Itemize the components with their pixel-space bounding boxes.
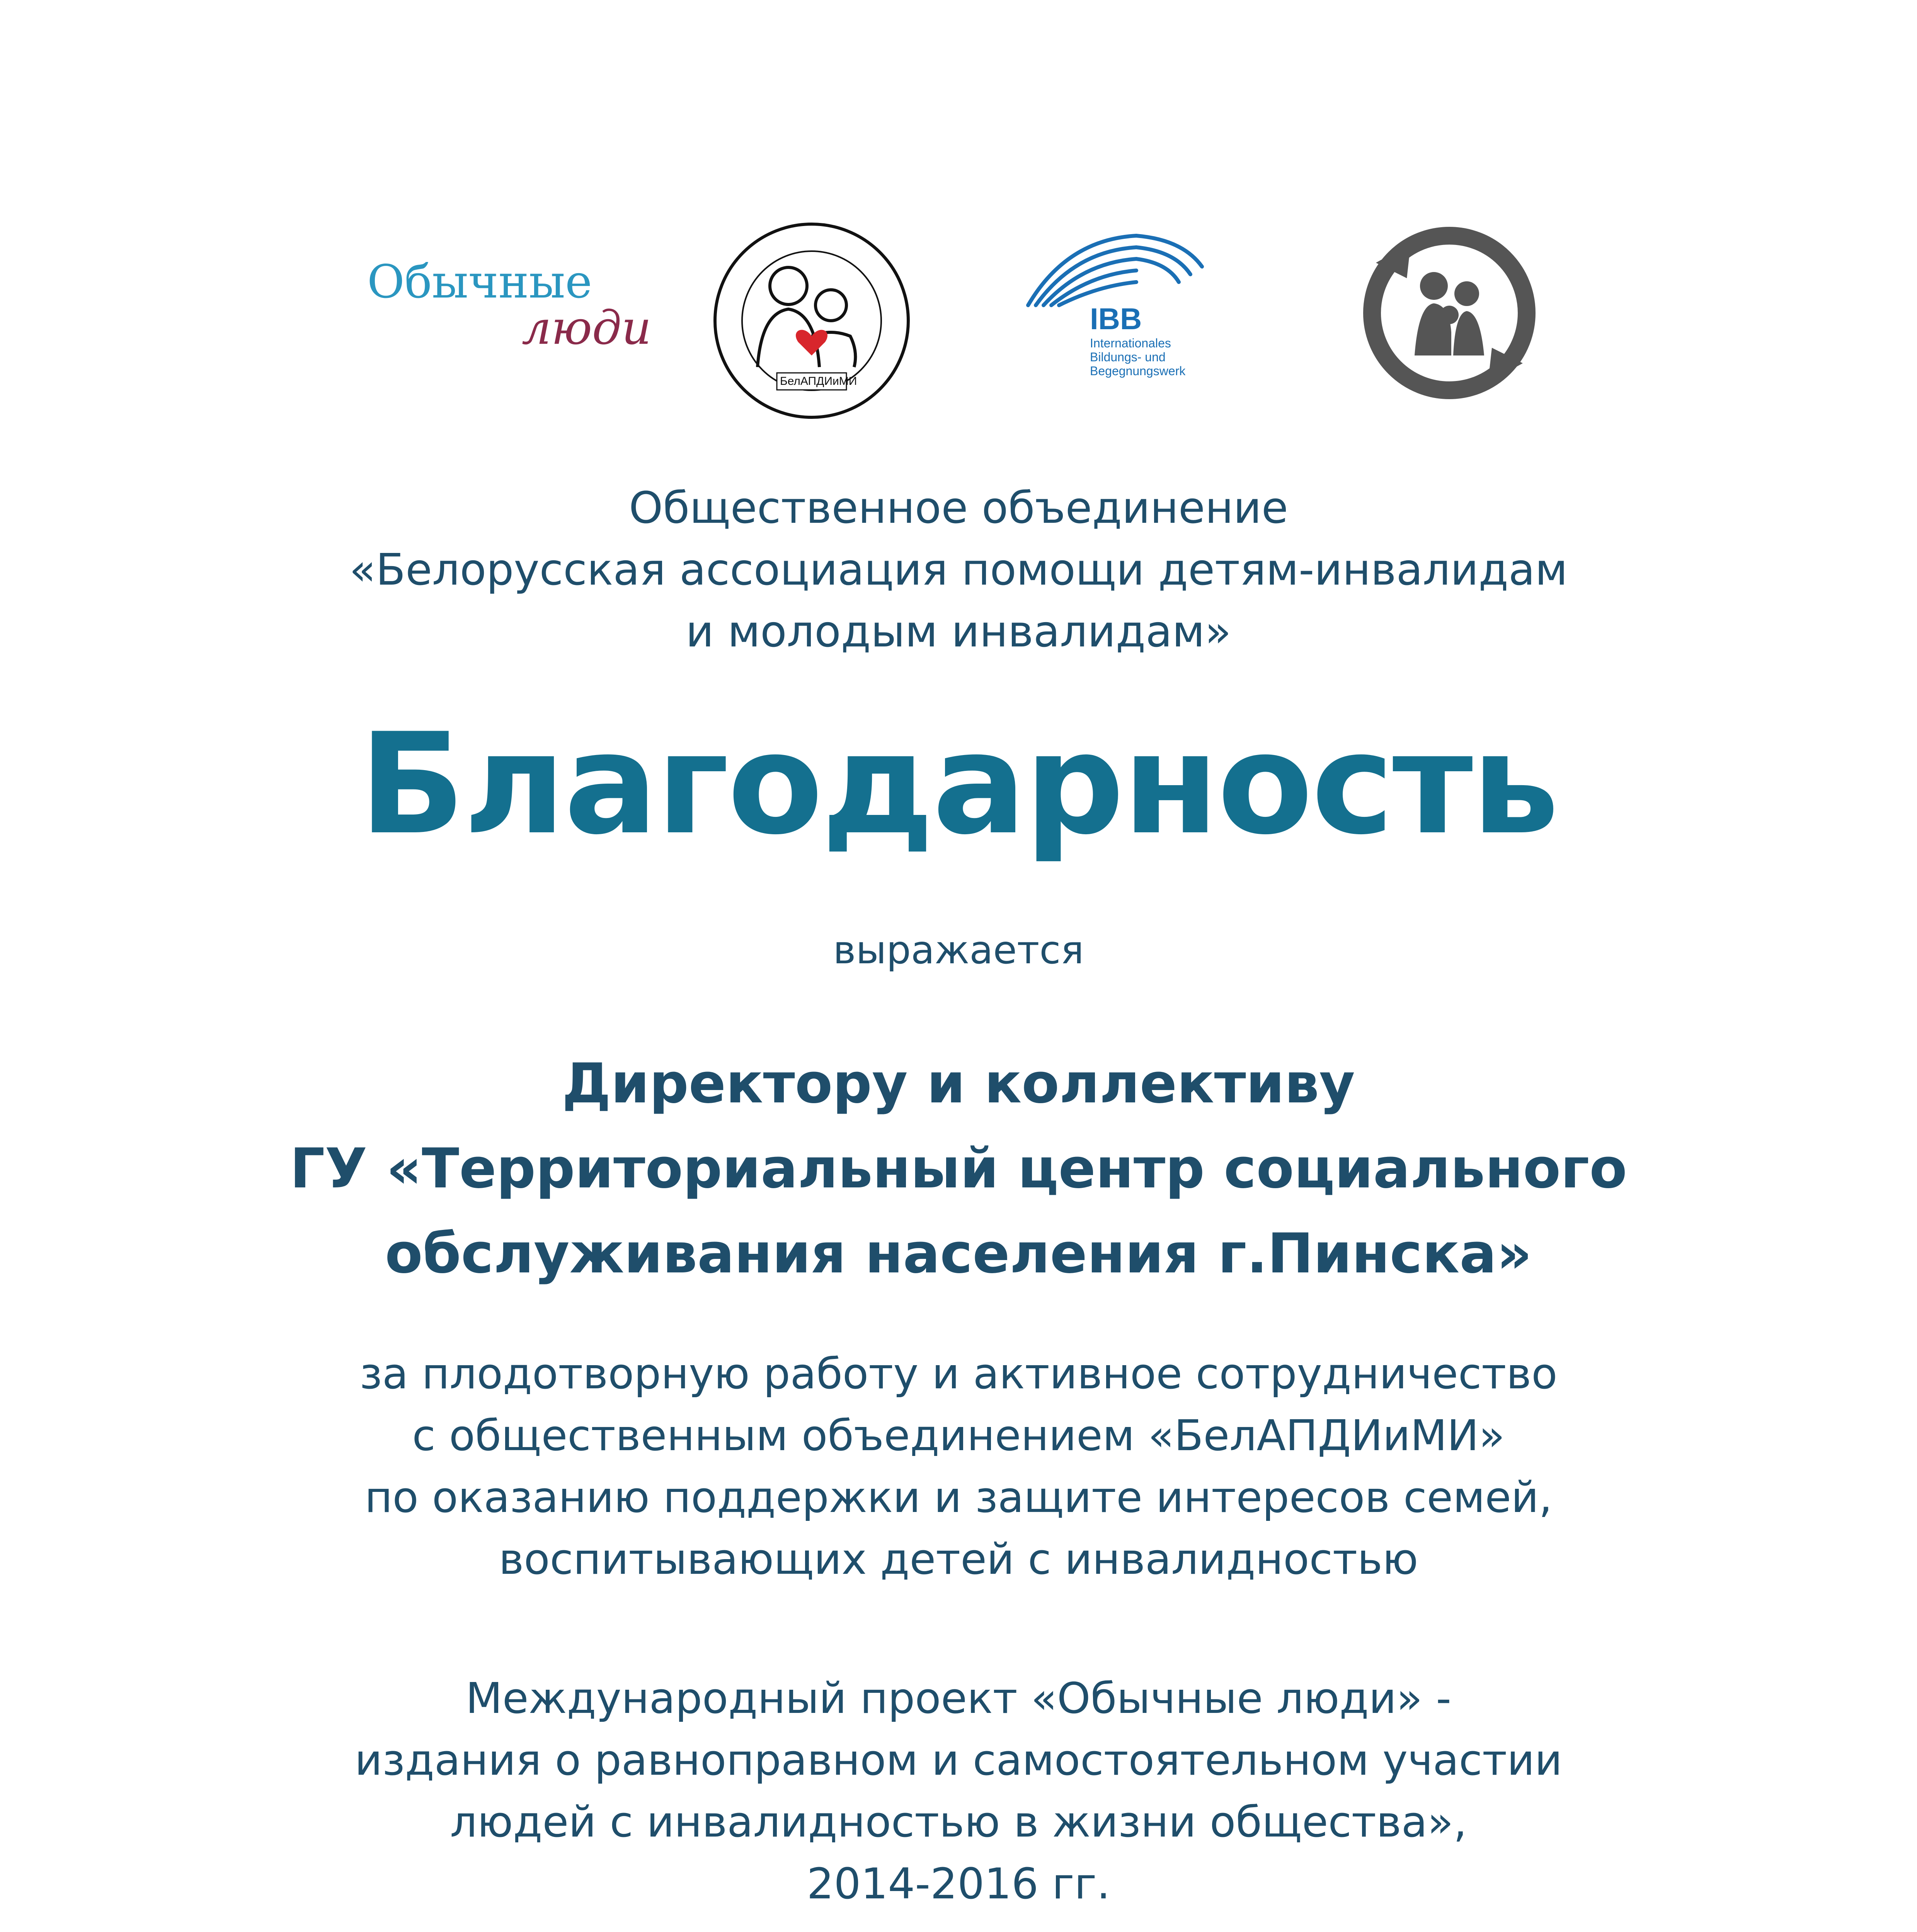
recipient-line-2: ГУ «Территориальный центр социального — [290, 1137, 1627, 1201]
reason-line-4: воспитывающих детей с инвалидностью — [499, 1534, 1418, 1584]
ibb-sub-line-2: Bildungs- und — [1090, 350, 1166, 364]
org-line-1: Общественное объединение — [629, 483, 1288, 533]
certificate-title: Благодарность — [359, 703, 1558, 865]
logo-word-2: люди — [522, 301, 652, 355]
belapdimi-logo — [711, 220, 912, 421]
belapdimi-badge: БелАПДИиМИ — [780, 375, 857, 388]
ibb-swirl-icon — [1020, 224, 1206, 309]
ibb-sub-line-1: Internationales — [1090, 336, 1171, 350]
reason-line-2: с общественным объединением «БелАПДИиМИ» — [412, 1411, 1505, 1460]
ibb-subtitle — [1090, 336, 1237, 378]
ibb-logo — [1020, 224, 1237, 386]
reason-line-1: за плодотворную работу и активное сотрудничество — [359, 1349, 1558, 1398]
project-line-3: людей с инвалидностью в жизни общества», — [450, 1797, 1467, 1847]
circle-arrows-family-icon — [1353, 216, 1546, 410]
reason-line-3: по оказанию поддержки и защите интересов семей, — [364, 1473, 1553, 1522]
belapdimi-emblem-icon — [711, 220, 912, 421]
project-line-1: Международный проект «Обычные люди» - — [465, 1673, 1452, 1723]
org-line-2: «Белорусская ассоциация помощи детям-инвалидам — [349, 545, 1568, 595]
logo-word-1: Обычные — [367, 255, 592, 308]
org-line-3: и молодым инвалидам» — [686, 607, 1231, 657]
project-line-4: 2014-2016 гг. — [807, 1859, 1110, 1908]
recipient-line-3: обслуживания населения г.Пинска» — [385, 1222, 1532, 1286]
project-line-2: издания о равноправном и самостоятельном участии — [354, 1735, 1563, 1785]
ibb-sub-line-3: Begegnungswerk — [1090, 364, 1186, 378]
obychnye-ludi-logo — [359, 243, 661, 394]
circle-arrows-family-logo — [1353, 216, 1546, 410]
recipient-line-1: Директору и коллективу — [562, 1052, 1355, 1116]
ibb-name: IBB — [1090, 302, 1142, 336]
expressed-text: выражается — [833, 927, 1084, 973]
